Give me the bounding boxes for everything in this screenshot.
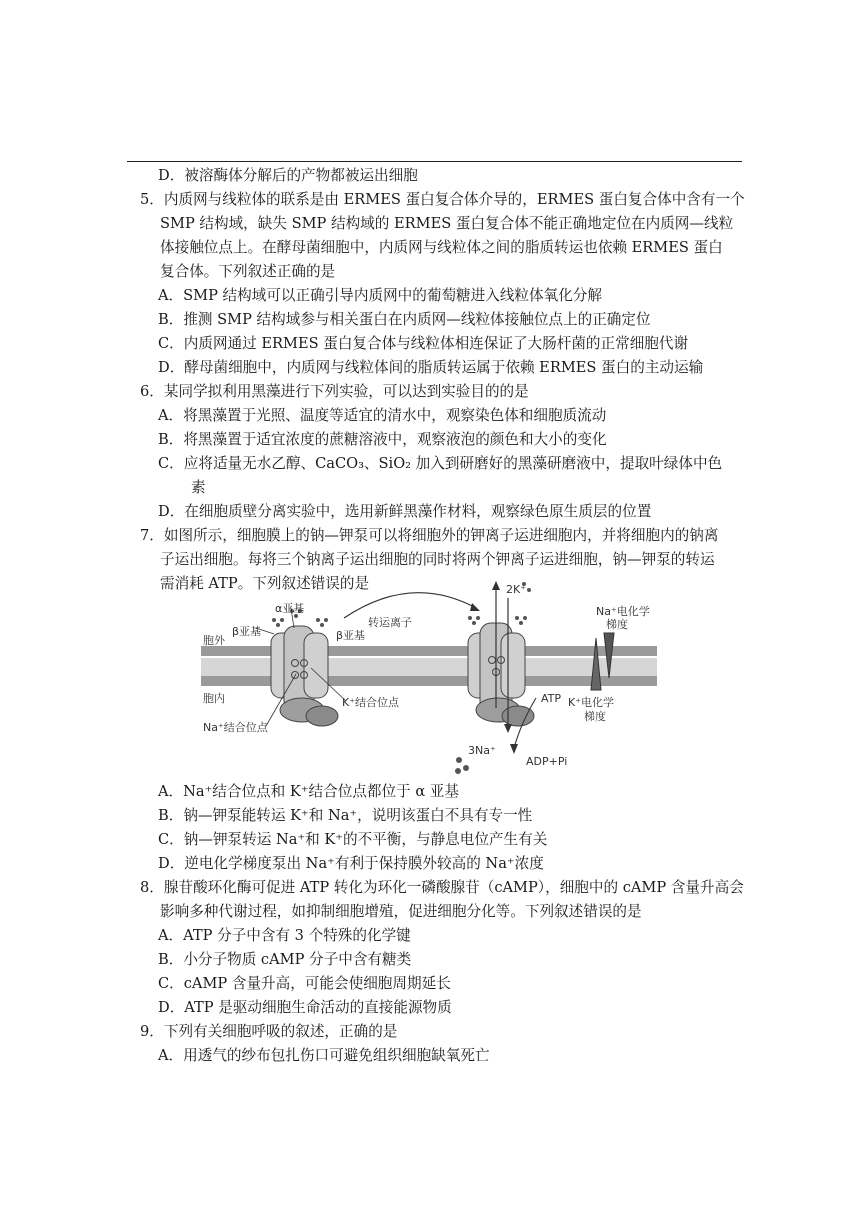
q5-stem: 5．内质网与线粒体的联系是由 ERMES 蛋白复合体介导的，ERMES 蛋白复合体中含有一个 [140, 191, 745, 208]
q7-stem: 7．如图所示，细胞膜上的钠—钾泵可以将细胞外的钾离子运进细胞内，并将细胞内的钠离 [140, 527, 719, 544]
q6-option-d: D．在细胞质壁分离实验中，选用新鲜黑藻作材料，观察绿色原生质层的位置 [158, 503, 652, 520]
label-outside: 胞外 [203, 634, 225, 647]
pump-left [271, 609, 338, 726]
q6-option-c-cont: 素 [191, 479, 206, 496]
header-rule [127, 161, 742, 162]
label-beta-right: β亚基 [336, 629, 366, 642]
transport-arrow [344, 593, 476, 618]
label-adp-pi: ADP+Pi [526, 755, 568, 768]
q7-option-d: D．逆电化学梯度泵出 Na⁺有利于保持膜外较高的 Na⁺浓度 [158, 855, 544, 872]
label-na-gradient-2: 梯度 [606, 618, 628, 631]
q6-option-b: B．将黑藻置于适宜浓度的蔗糖溶液中，观察液泡的颜色和大小的变化 [158, 431, 607, 448]
q7-option-c: C．钠—钾泵转运 Na⁺和 K⁺的不平衡，与静息电位产生有关 [158, 831, 548, 848]
q5-option-c: C．内质网通过 ERMES 蛋白复合体与线粒体相连保证了大肠杆菌的正常细胞代谢 [158, 335, 689, 352]
q8-option-d: D．ATP 是驱动细胞生命活动的直接能源物质 [158, 999, 452, 1016]
q6-stem: 6．某同学拟利用黑藻进行下列实验，可以达到实验目的的是 [140, 383, 529, 400]
label-beta-left: β亚基 [232, 625, 262, 638]
q8-option-c: C．cAMP 含量升高，可能会使细胞周期延长 [158, 975, 451, 992]
q5-option-d: D．酵母菌细胞中，内质网与线粒体间的脂质转运属于依赖 ERMES 蛋白的主动运输 [158, 359, 704, 376]
q6-option-a: A．将黑藻置于光照、温度等适宜的清水中，观察染色体和细胞质流动 [158, 407, 607, 424]
q5-stem-cont: 体接触位点上。在酵母菌细胞中，内质网与线粒体之间的脂质转运也依赖 ERMES 蛋白 [160, 239, 723, 256]
q8-option-a: A．ATP 分子中含有 3 个特殊的化学键 [158, 927, 411, 944]
q7-option-b: B．钠—钾泵能转运 K⁺和 Na⁺，说明该蛋白不具有专一性 [158, 807, 533, 824]
membrane-inner-layer [201, 676, 657, 686]
label-3na: 3Na⁺ [468, 744, 496, 757]
q8-stem-cont: 影响多种代谢过程，如抑制细胞增殖，促进细胞分化等。下列叙述错误的是 [160, 903, 642, 920]
na-ion [463, 765, 469, 771]
q9-stem: 9．下列有关细胞呼吸的叙述，正确的是 [140, 1023, 398, 1040]
membrane-outer-layer [201, 646, 657, 656]
label-transport: 转运离子 [368, 616, 412, 629]
q8-stem: 8．腺苷酸环化酶可促进 ATP 转化为环化一磷酸腺苷（cAMP），细胞中的 cAMP 含量升高会 [140, 879, 744, 896]
q9-option-a: A．用透气的纱布包扎伤口可避免组织细胞缺氧死亡 [158, 1047, 490, 1064]
label-na-gradient-1: Na⁺电化学 [596, 605, 650, 618]
membrane-core [201, 658, 657, 676]
q5-stem-cont: 复合体。下列叙述正确的是 [160, 263, 336, 280]
q7-stem-cont: 子运出细胞。每将三个钠离子运出细胞的同时将两个钾离子运进细胞，钠—钾泵的转运 [160, 551, 715, 568]
q5-option-b: B．推测 SMP 结构域参与相关蛋白在内质网—线粒体接触位点上的正确定位 [158, 311, 651, 328]
q8-option-b: B．小分子物质 cAMP 分子中含有糖类 [158, 951, 412, 968]
label-na-site: Na⁺结合位点 [203, 721, 268, 734]
na-ion [456, 757, 462, 763]
q5-stem-cont: SMP 结构域，缺失 SMP 结构域的 ERMES 蛋白复合体不能正确地定位在内质网—线粒 [160, 215, 734, 232]
label-atp: ATP [541, 692, 562, 705]
label-2k: 2K⁺ [506, 583, 527, 596]
sodium-potassium-pump-figure [196, 578, 666, 778]
pump-right [468, 581, 534, 733]
label-alpha: α亚基 [275, 602, 305, 615]
label-k-gradient-1: K⁺电化学 [568, 696, 615, 709]
q4-option-d: D．被溶酶体分解后的产物都被运出细胞 [158, 167, 418, 184]
q6-option-c: C．应将适量无水乙醇、CaCO₃、SiO₂ 加入到研磨好的黑藻研磨液中，提取叶绿体中色 [158, 455, 723, 472]
label-inside: 胞内 [203, 692, 225, 705]
q7-stem-cont: 需消耗 ATP。下列叙述错误的是 [160, 575, 370, 592]
na-ion [455, 768, 461, 774]
q7-option-a: A．Na⁺结合位点和 K⁺结合位点都位于 α 亚基 [158, 783, 459, 800]
q5-option-a: A．SMP 结构域可以正确引导内质网中的葡萄糖进入线粒体氧化分解 [158, 287, 602, 304]
label-k-site: K⁺结合位点 [342, 696, 400, 709]
label-k-gradient-2: 梯度 [584, 710, 606, 723]
